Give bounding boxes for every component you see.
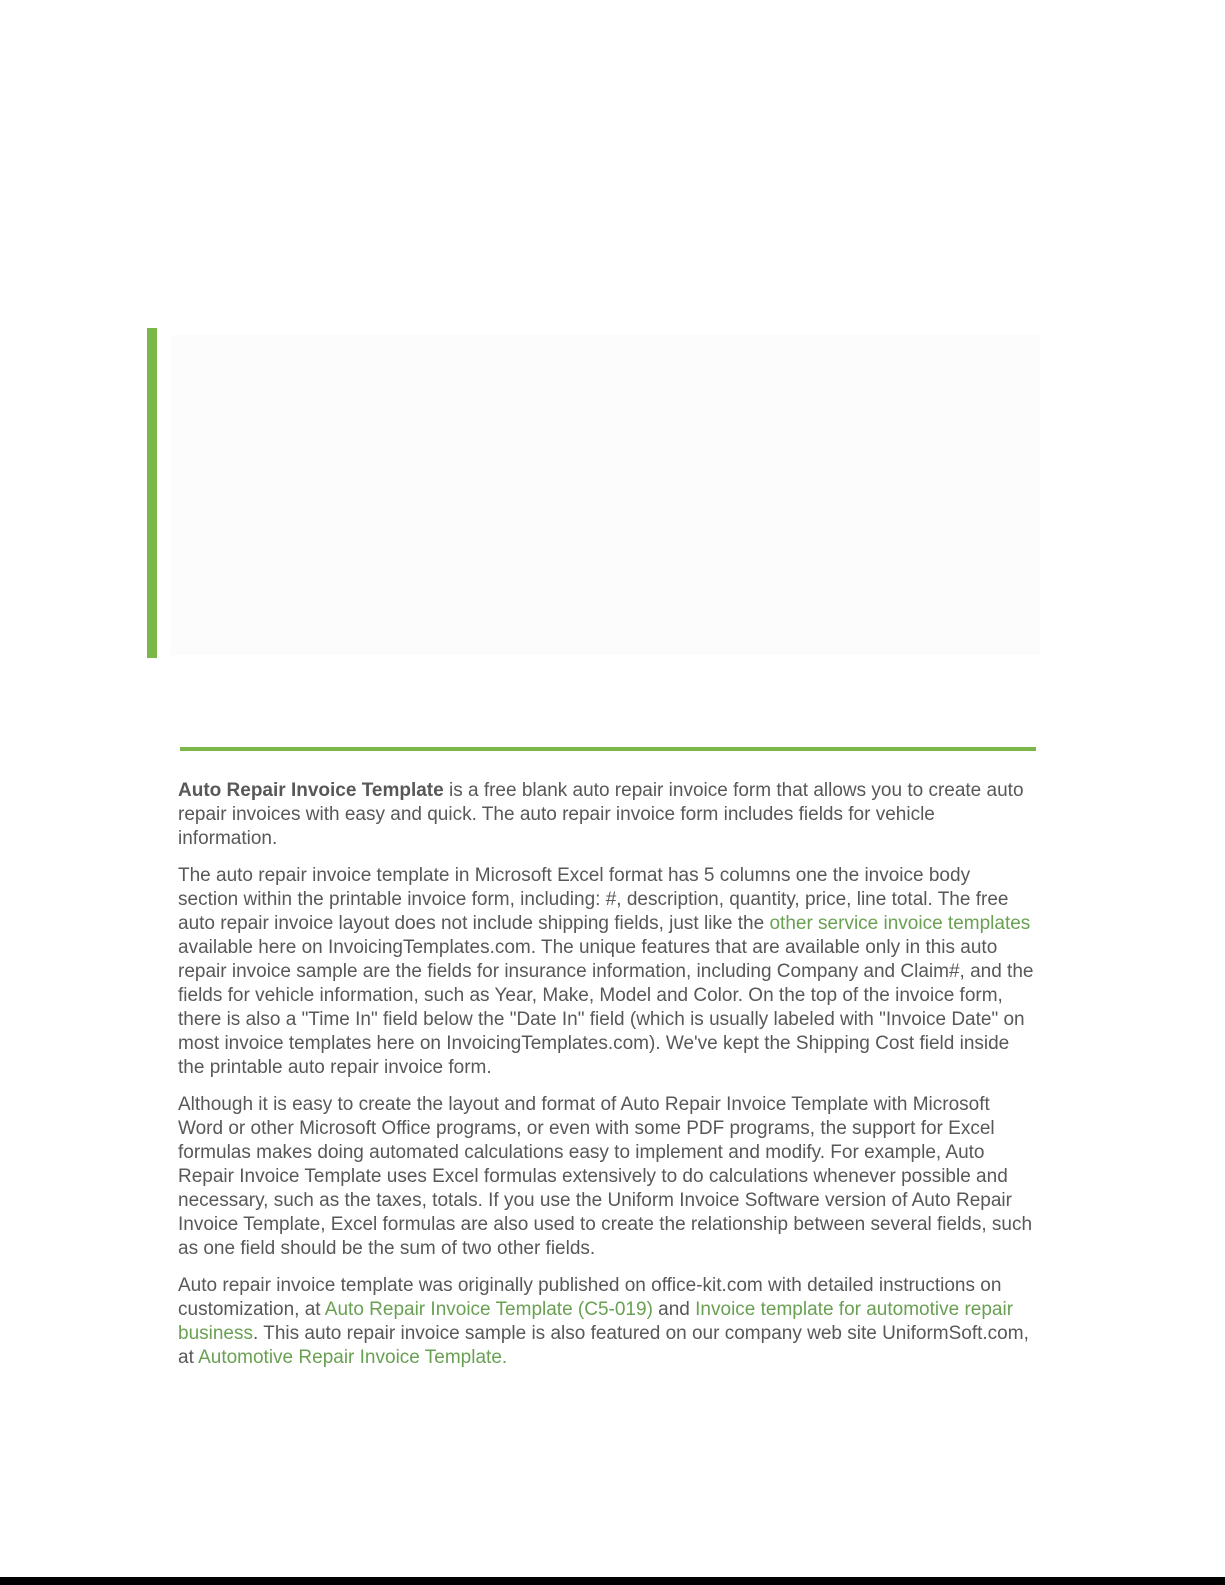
text-run: The auto repair invoice template in Microsoft Excel format has 5 columns one the invoice body section within the printable invoice form, including: #, description, quantity, price, line total. The free auto repair invoice layout does not include shipping fields, just like the xyxy=(178,865,1009,934)
section-divider xyxy=(180,747,1036,751)
text-run: Auto repair invoice template was originally published on office-kit.com with detailed instructions on customization, at xyxy=(178,1275,1002,1320)
inline-link[interactable]: Invoice template for automotive repair business xyxy=(178,1299,1014,1344)
article-body xyxy=(178,779,1034,1383)
inline-link[interactable]: other service invoice templates xyxy=(769,913,1031,934)
origin-paragraph xyxy=(178,1274,1034,1370)
bold-text-run: Auto Repair Invoice Template xyxy=(178,780,444,801)
inline-link[interactable]: Automotive Repair Invoice Template. xyxy=(198,1347,508,1368)
green-accent-bar xyxy=(147,328,157,658)
bottom-edge-bar xyxy=(0,1577,1225,1585)
text-run: . This auto repair invoice sample is also featured on our company web site UniformSoft.com, at xyxy=(178,1323,1029,1368)
formulas-paragraph xyxy=(178,1093,1034,1261)
text-run: available here on InvoicingTemplates.com. The unique features that are available only in this auto repair invoice sample are the fields for insurance information, including Company and Claim#, and the fields for vehicle information, such as Year, Make, Model and Color. On the top of the invoice form, there is also a "Time In" field below the "Date In" field (which is usually labeled with "Invoice Date" on most invoice templates here on InvoicingTemplates.com). We've kept the Shipping Cost field inside the printable auto repair invoice form. xyxy=(178,937,1034,1078)
intro-paragraph xyxy=(178,779,1034,851)
invoice-preview-image xyxy=(171,335,1040,655)
text-run: and xyxy=(652,1299,696,1320)
features-paragraph xyxy=(178,864,1034,1080)
inline-link[interactable]: Auto Repair Invoice Template (C5-019) xyxy=(324,1299,653,1320)
text-run: is a free blank auto repair invoice form that allows you to create auto repair invoices with easy and quick. The auto repair invoice form includes fields for vehicle information. xyxy=(178,780,1024,849)
text-run: Although it is easy to create the layout and format of Auto Repair Invoice Template with Microsoft Word or other Microsoft Office programs, or even with some PDF programs, the support for Excel formulas makes doing automated calculations easy to implement and modify. For example, Auto Repair Invoice Template uses Excel formulas extensively to do calculations whenever possible and necessary, such as the taxes, totals. If you use the Uniform Invoice Software version of Auto Repair Invoice Template, Excel formulas are also used to create the relationship between several fields, such as one field should be the sum of two other fields. xyxy=(178,1094,1033,1259)
